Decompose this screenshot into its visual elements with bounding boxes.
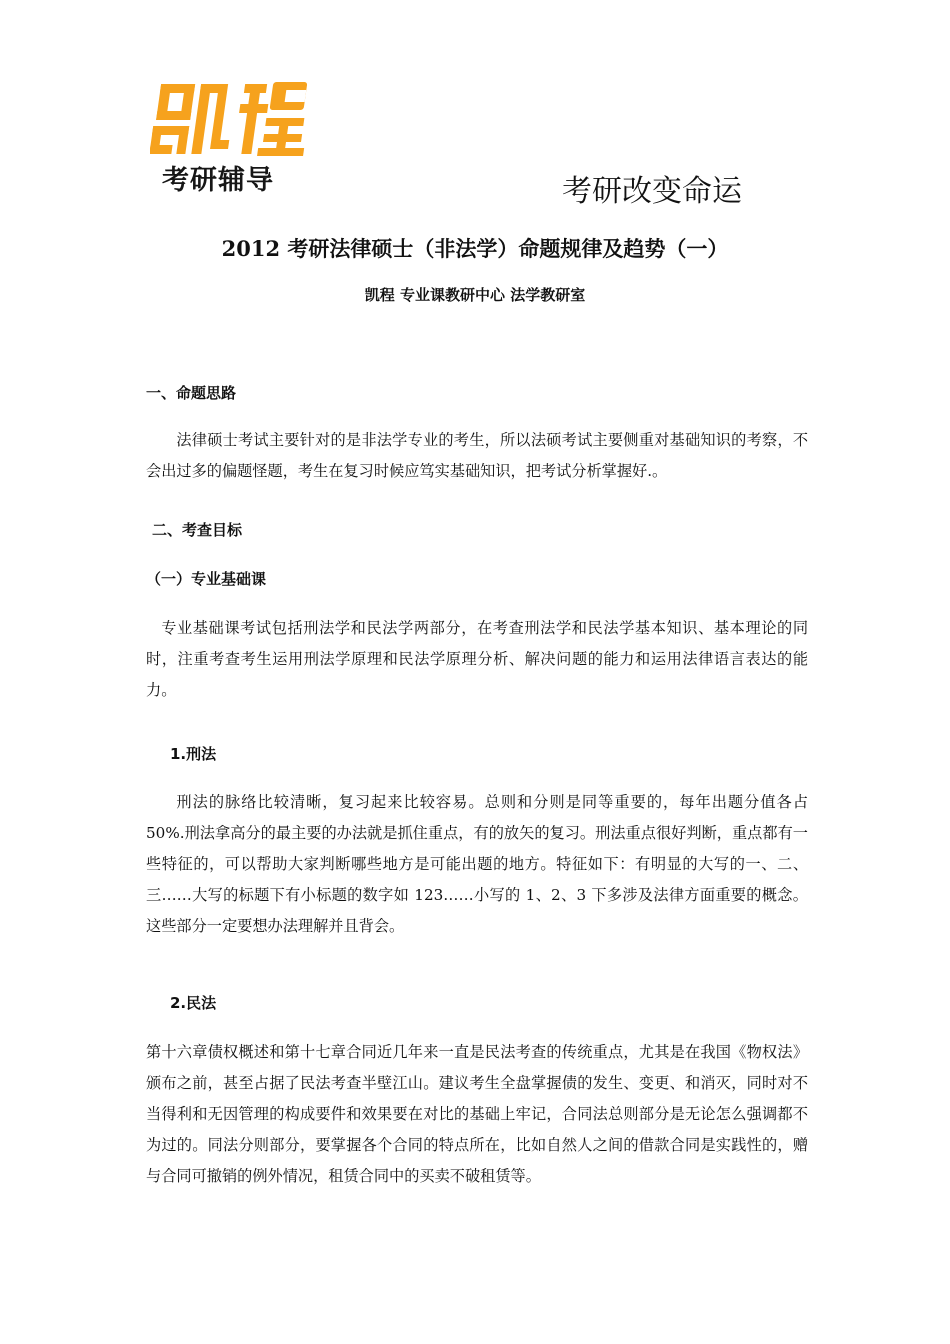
document-title: 2012 考研法律硕士（非法学）命题规律及趋势（一） <box>221 236 729 261</box>
kaicheng-logo <box>150 78 320 203</box>
kaicheng-logo-mark <box>150 78 310 160</box>
subsection-basic-courses-paragraph: 专业基础课考试包括刑法学和民法学两部分，在考查刑法学和民法学基本知识、基本理论的同时，注重考查考生运用刑法学原理和民法学原理分析、解决问题的能力和运用法律语言表达的能力。 <box>146 619 808 699</box>
criminal-law-heading: 1.刑法 <box>170 745 217 763</box>
logo-subtitle: 考研辅导 <box>162 165 274 196</box>
criminal-law-paragraph: 刑法的脉络比较清晰，复习起来比较容易。总则和分则是同等重要的，每年出题分值各占 50%.刑法拿高分的最主要的办法就是抓住重点，有的放矢的复习。刑法重点很好判断，重点都有一些特征的，可以帮助大家判断哪些地方是可能出题的地方。特征如下：有明显的大写的一、二、三……大写的标题下有小标题的数字如 123……小写的 1、2、3 下多涉及法律方面重要的概念。这些部分一定要想办法理解并且背会。 <box>146 793 808 935</box>
section-heading-2: 二、考查目标 <box>152 521 243 539</box>
header-slogan: 考研改变命运 <box>562 174 742 209</box>
section-heading-1: 一、命题思路 <box>146 384 237 402</box>
subsection-heading-basic-courses: （一）专业基础课 <box>146 570 267 588</box>
document-subtitle: 凯程 专业课教研中心 法学教研室 <box>364 286 586 304</box>
civil-law-heading: 2.民法 <box>170 994 217 1012</box>
section-1-paragraph: 法律硕士考试主要针对的是非法学专业的考生，所以法硕考试主要侧重对基础知识的考察，不会出过多的偏题怪题，考生在复习时候应笃实基础知识，把考试分析掌握好.。 <box>146 431 808 480</box>
civil-law-paragraph: 第十六章债权概述和第十七章合同近几年来一直是民法考查的传统重点，尤其是在我国《物权法》颁布之前，甚至占据了民法考查半壁江山。建议考生全盘掌握债的发生、变更、和消灭，同时对不当得利和无因管理的构成要件和效果要在对比的基础上牢记，合同法总则部分是无论怎么强调都不为过的。同法分则部分，要掌握各个合同的特点所在，比如自然人之间的借款合同是实践性的，赠与合同可撤销的例外情况，租赁合同中的买卖不破租赁等。 <box>146 1043 808 1185</box>
